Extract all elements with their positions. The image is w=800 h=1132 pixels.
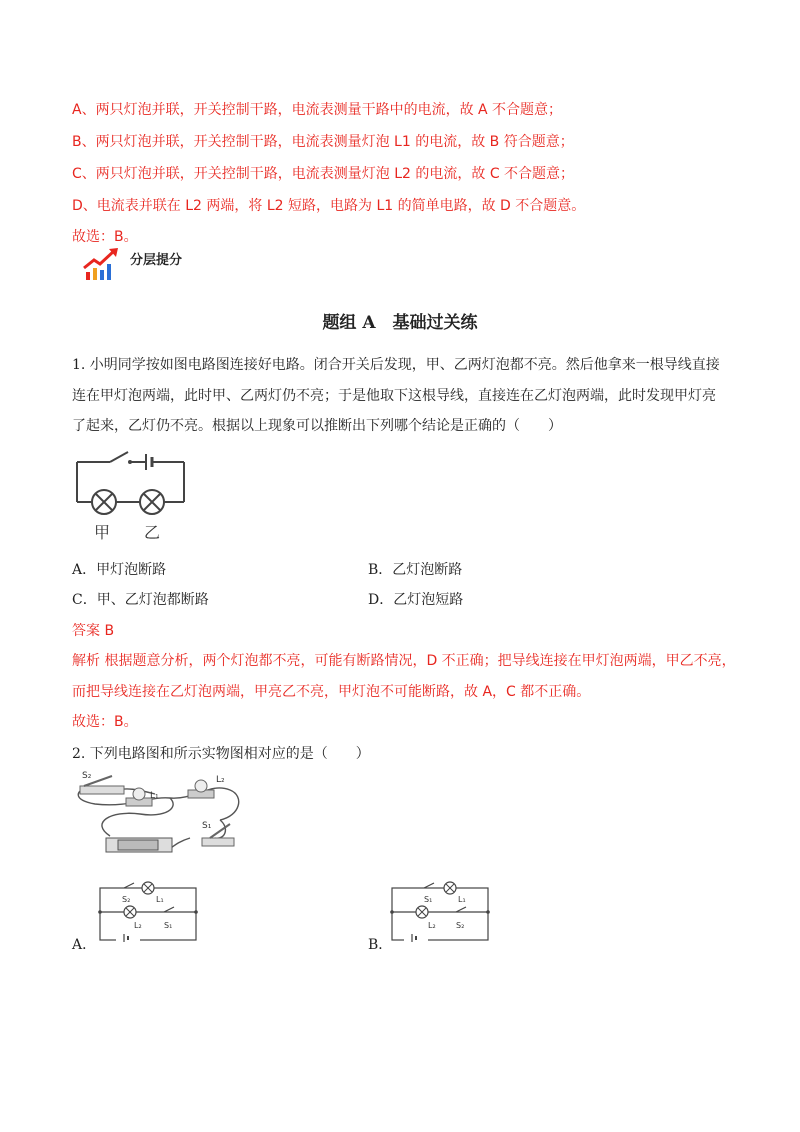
- q2-option-b-diagram: [384, 876, 494, 948]
- photo-label-l2: L₂: [216, 775, 225, 785]
- lamp-yi-label: 乙: [144, 523, 161, 542]
- q1-stem-line-1: 1. 小明同学按如图电路图连接好电路。闭合开关后发现，甲、乙两灯泡都不亮。然后他拿来一根导线直接: [72, 357, 720, 373]
- photo-label-s2: S₂: [82, 771, 92, 781]
- diag-b-s1: S₁: [424, 895, 433, 904]
- badge-label: 分层提分: [130, 253, 183, 268]
- analysis-option-d: D、电流表并联在 L2 两端，将 L2 短路，电路为 L1 的简单电路，故 D 不合题意。: [72, 198, 586, 214]
- q2-stem: 2. 下列电路图和所示实物图相对应的是（ ）: [72, 746, 370, 762]
- photo-label-s1: S₁: [202, 821, 212, 831]
- q2-physical-circuit-image: [70, 768, 250, 860]
- q1-answer: 答案 B: [72, 623, 115, 639]
- analysis-choice: 故选：B。: [72, 229, 138, 245]
- diag-b-l2: L₂: [428, 921, 436, 930]
- analysis-option-a: A、两只灯泡并联，开关控制干路，电流表测量干路中的电流，故 A 不合题意；: [72, 102, 563, 118]
- photo-label-l1: L₁: [150, 791, 159, 801]
- q1-option-c: C．甲、乙灯泡都断路: [72, 592, 209, 608]
- diag-a-l1: L₁: [156, 895, 164, 904]
- diag-a-s2: S₂: [122, 895, 131, 904]
- q1-stem-line-3: 了起来，乙灯仍不亮。根据以上现象可以推断出下列哪个结论是正确的（ ）: [72, 418, 562, 434]
- analysis-option-b: B、两只灯泡并联，开关控制干路，电流表测量灯泡 L1 的电流，故 B 符合题意；: [72, 134, 574, 150]
- diag-a-l2: L₂: [134, 921, 142, 930]
- analysis-option-c: C、两只灯泡并联，开关控制干路，电流表测量灯泡 L2 的电流，故 C 不合题意；: [72, 166, 575, 182]
- q1-option-b: B．乙灯泡断路: [368, 562, 463, 578]
- q1-stem-line-2: 连在甲灯泡两端，此时甲、乙两灯仍不亮；于是他取下这根导线，直接连在乙灯泡两端，此时发现甲灯亮: [72, 388, 716, 404]
- q1-option-a: A．甲灯泡断路: [72, 562, 167, 578]
- diag-b-l1: L₁: [458, 895, 466, 904]
- q2-option-a-diagram: [92, 876, 202, 948]
- diag-b-s2: S₂: [456, 921, 465, 930]
- q2-option-a-label: A．: [72, 937, 97, 953]
- q2-option-b-label: B．: [368, 937, 393, 953]
- lamp-jia-label: 甲: [94, 523, 111, 542]
- q1-choice: 故选：B。: [72, 714, 138, 730]
- q1-option-d: D．乙灯泡短路: [368, 592, 464, 608]
- q1-explanation-line-1: 解析 根据题意分析，两个灯泡都不亮，可能有断路情况，D 不正确；把导线连接在甲灯泡两端，甲乙不亮，: [72, 653, 736, 669]
- q1-explanation-line-2: 而把导线连接在乙灯泡两端，甲亮乙不亮，甲灯泡不可能断路，故 A，C 都不正确。: [72, 684, 591, 700]
- q1-circuit-diagram: [72, 446, 192, 544]
- diag-a-s1: S₁: [164, 921, 173, 930]
- growth-chart-icon: [82, 246, 122, 282]
- section-title: 题组 A 基础过关练: [322, 313, 478, 333]
